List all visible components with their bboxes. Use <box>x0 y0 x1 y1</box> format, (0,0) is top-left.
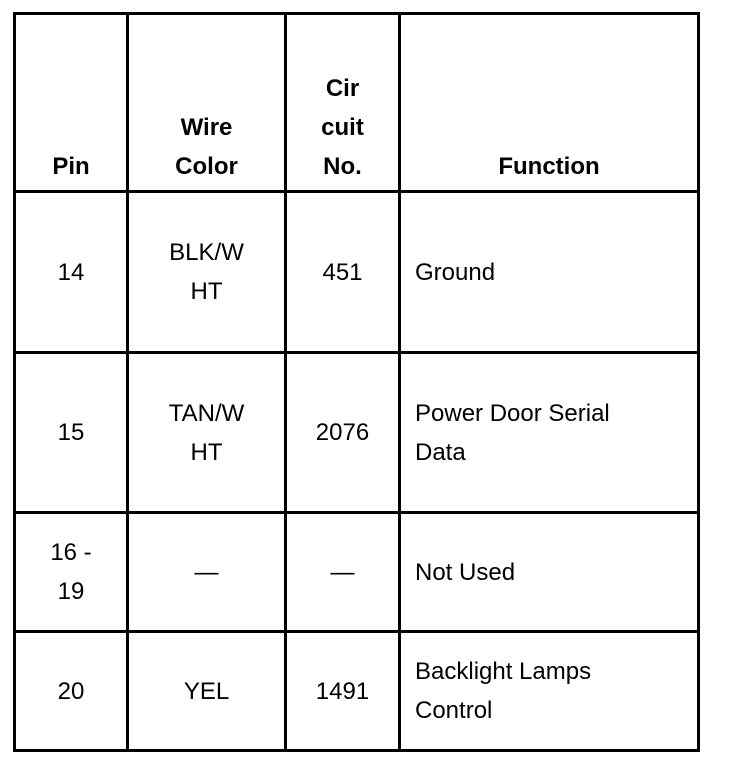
cell-wire-color <box>128 192 286 353</box>
cell-pin <box>15 513 128 632</box>
cell-function <box>400 513 699 632</box>
cell-pin <box>15 353 128 513</box>
header-circuit-line1: Cir <box>325 75 360 102</box>
pin-value: 14 <box>57 258 85 286</box>
cell-wire-color <box>128 513 286 632</box>
cell-pin <box>15 632 128 751</box>
pin-value: 20 <box>57 677 85 705</box>
wire-color-line2: HT <box>190 278 223 305</box>
cell-wire-color <box>128 632 286 751</box>
table-row <box>15 353 699 513</box>
function-value: Not Used <box>415 558 516 586</box>
circuit-value: 451 <box>322 258 363 286</box>
header-function <box>400 14 699 192</box>
cell-circuit <box>286 513 400 632</box>
cell-circuit <box>286 632 400 751</box>
header-circuit-line2: cuit <box>321 114 364 141</box>
table-row <box>15 513 699 632</box>
header-wire-color <box>128 14 286 192</box>
wire-color-line1: TAN/W <box>168 399 245 427</box>
cell-wire-color <box>128 353 286 513</box>
table-row <box>15 632 699 751</box>
wire-color-value: YEL <box>183 677 230 705</box>
header-row <box>15 14 699 192</box>
header-circuit-line3: No. <box>323 153 362 180</box>
connector-pinout-table <box>13 12 700 752</box>
function-value: Ground <box>415 258 496 286</box>
wire-color-value: — <box>194 558 219 586</box>
header-pin <box>15 14 128 192</box>
circuit-value: 2076 <box>315 419 370 446</box>
cell-function <box>400 632 699 751</box>
wire-color-line1: BLK/W <box>169 239 244 266</box>
header-function-label: Function <box>498 153 600 180</box>
header-wire-color-label: Wire Color <box>175 114 238 180</box>
table-row <box>15 192 699 353</box>
cell-pin <box>15 192 128 353</box>
cell-function <box>400 192 699 353</box>
pin-line2: 19 <box>57 578 85 605</box>
cell-circuit <box>286 353 400 513</box>
cell-function <box>400 353 699 513</box>
header-pin-label: Pin <box>52 153 90 180</box>
function-value: Backlight Lamps Control <box>415 658 592 724</box>
header-circuit-no <box>286 14 400 192</box>
circuit-value: 1491 <box>315 677 370 705</box>
wire-color-line2: HT <box>190 438 223 466</box>
circuit-value: — <box>330 558 355 586</box>
function-value: Power Door Serial Data <box>415 399 610 466</box>
pin-line1: 16 - <box>50 539 92 566</box>
pin-value: 15 <box>57 419 85 446</box>
cell-circuit <box>286 192 400 353</box>
